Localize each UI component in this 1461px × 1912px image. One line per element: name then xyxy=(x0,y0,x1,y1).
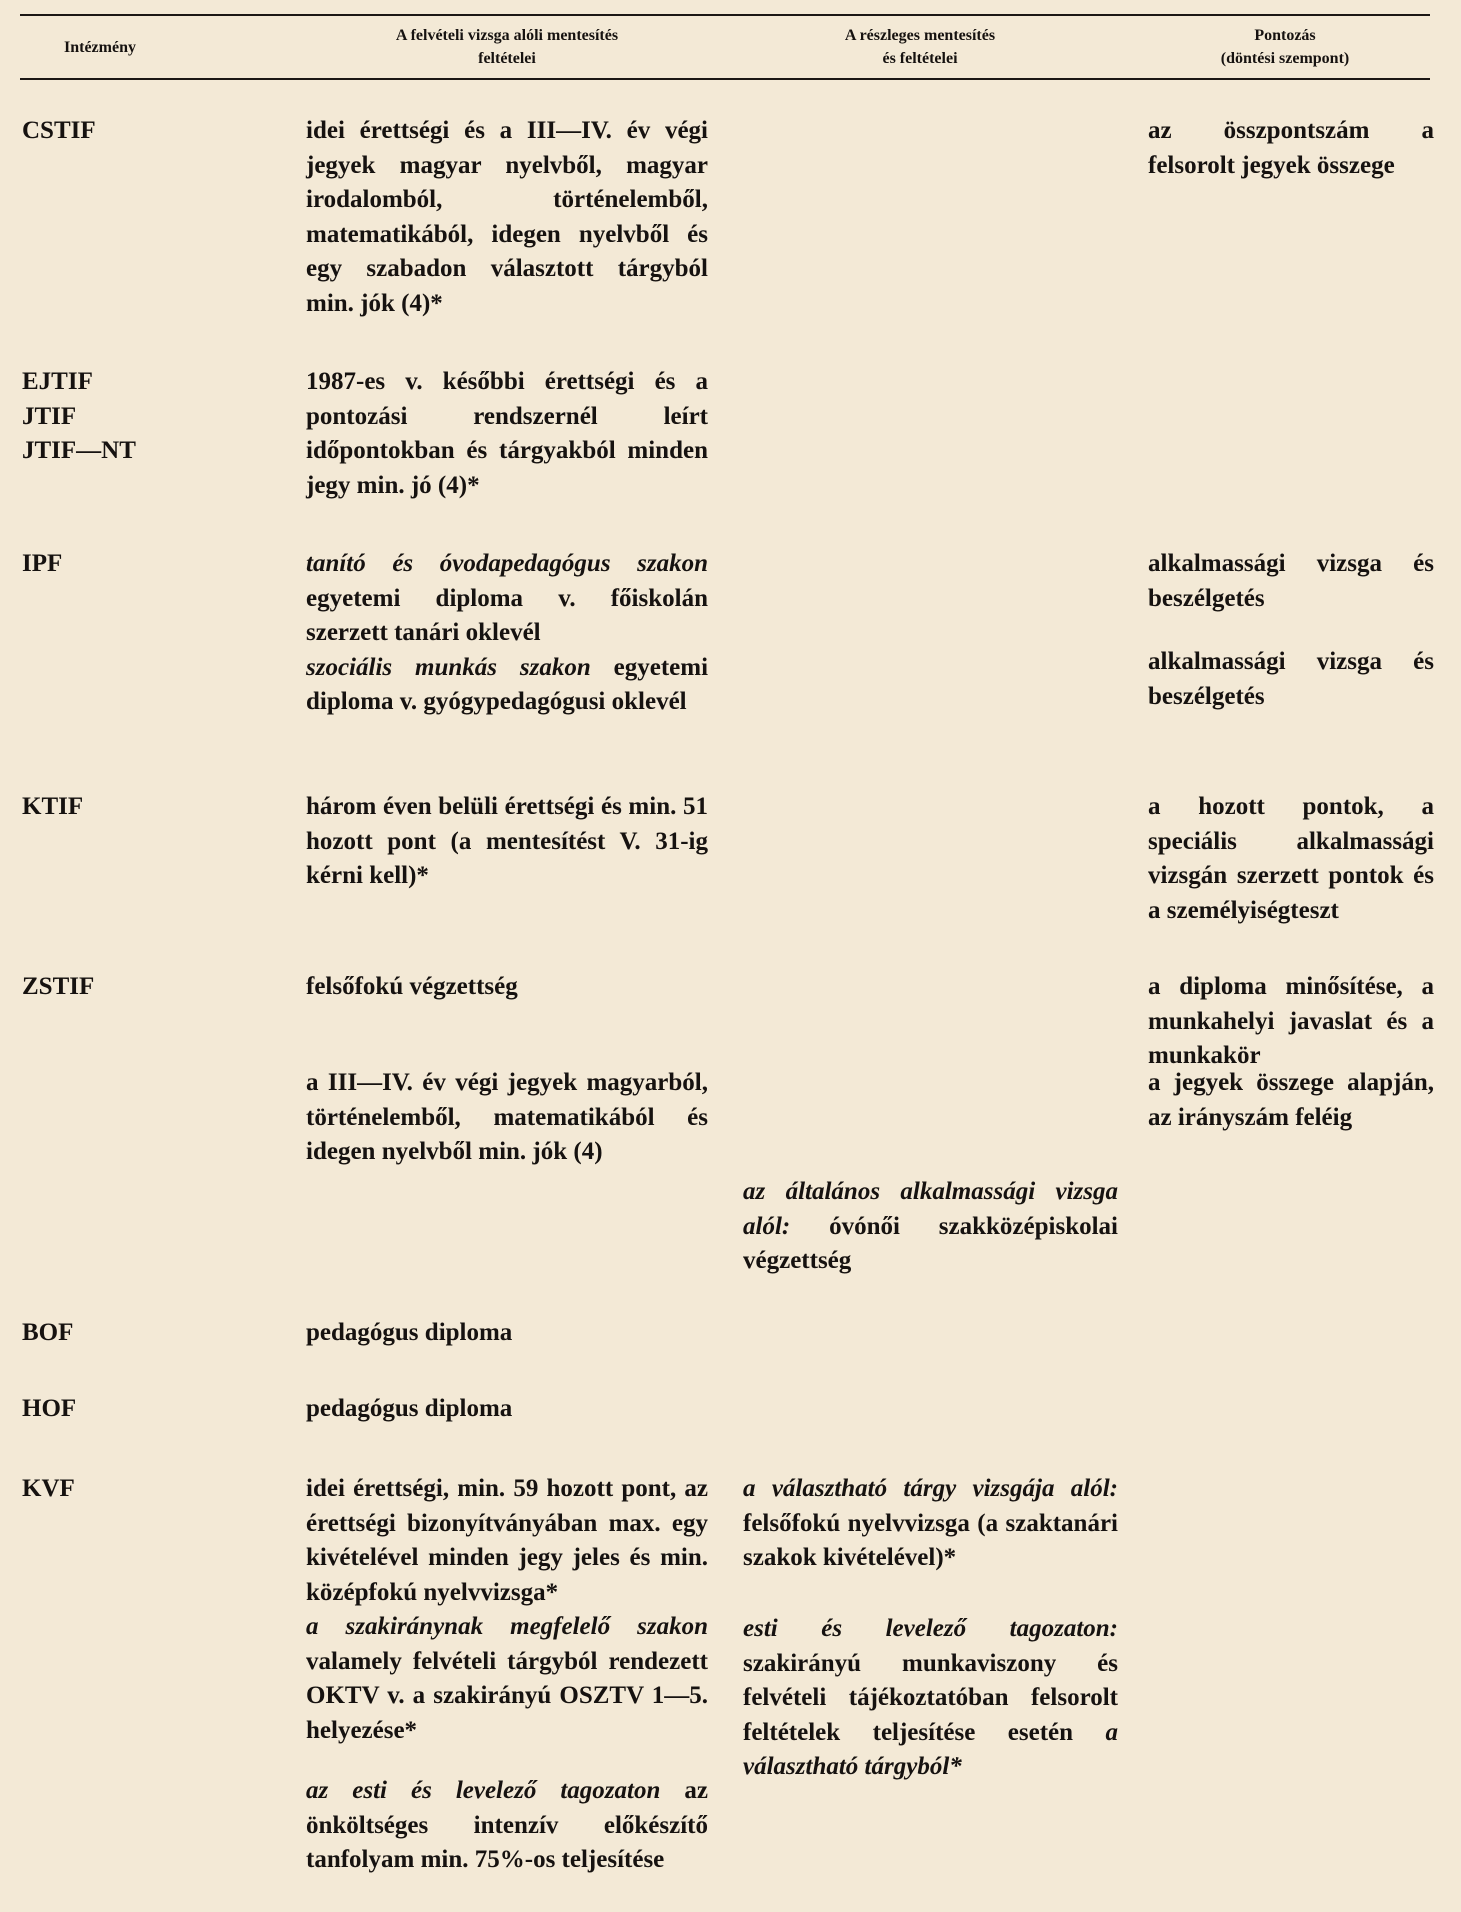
partial-kvf-1 xyxy=(743,1472,1118,1576)
institution-name: HOF xyxy=(22,1395,77,1422)
exemption-kvf-italic-2: a szakiránynak megfelelő szakon xyxy=(306,1613,708,1640)
header-institution xyxy=(20,36,180,59)
partial-zstif-italic: az általános alkalmassági vizsga alól: xyxy=(743,1178,1118,1240)
header-line: Pontozás xyxy=(1254,27,1316,44)
scoring-ipf-1: alkalmassági vizsga és beszélgetés xyxy=(1148,550,1434,612)
partial-kvf-text-2: szakirányú munkaviszony és felvételi tájékoztatóban felsorolt feltételek teljesítése esetén xyxy=(743,1649,1118,1746)
scoring-cstif: az összpontszám a felsorolt jegyek összege xyxy=(1148,117,1434,179)
exemption-kvf-italic-3: az esti és levelező tagozaton xyxy=(306,1777,661,1804)
institution-name: CSTIF xyxy=(22,117,96,144)
header-exemption xyxy=(306,24,708,70)
partial-kvf-italic-1: a választható tárgy vizsgája alól: xyxy=(743,1475,1118,1502)
header-partial xyxy=(760,24,1080,70)
header-line: feltételei xyxy=(478,50,536,67)
institution-kvf xyxy=(22,1472,272,1507)
exemption-kvf xyxy=(306,1472,708,1748)
exemption-hof: pedagógus diploma xyxy=(306,1395,513,1422)
scoring-ktif: a hozott pontok, a speciális alkalmassági vizsgán szerzett pontok és a személyiségteszt xyxy=(1148,793,1434,924)
institution-hof xyxy=(22,1392,272,1427)
partial-kvf-italic-2: esti és levelező tagozaton: xyxy=(743,1615,1118,1642)
exemption-kvf-text-1: idei érettségi, min. 59 hozott pont, az érettségi bizonyítványában max. egy kivételével minden jegy jeles és min. középfokú nyelvvizsga* xyxy=(306,1475,708,1606)
exemption-kvf-text-2: valamely felvételi tárgyból rendezett OKTV v. a szakirányú OSZTV 1—5. helyezése* xyxy=(306,1647,708,1744)
header-line: A részleges mentesítés xyxy=(844,27,996,44)
scoring-zstif-2: a jegyek összege alapján, az irányszám feléig xyxy=(1148,1069,1434,1131)
institution-name: JTIF—NT xyxy=(22,437,136,464)
institution-bof xyxy=(22,1316,272,1351)
institution-name: JTIF xyxy=(22,402,77,430)
exemption-kvf-text-3: az önköltséges intenzív előkészítő tanfolyam min. 75%-os teljesítése xyxy=(306,1777,708,1873)
exemption-ktif: három éven belüli érettségi és min. 51 hozott pont (a mentesítést V. 31-ig kérni kell)* xyxy=(306,793,708,889)
exemption-bof: pedagógus diploma xyxy=(306,1319,513,1346)
institution-ktif xyxy=(22,790,272,825)
institution-ejtif xyxy=(22,365,272,469)
header-scoring xyxy=(1160,24,1410,70)
institution-name: EJTIF xyxy=(22,368,93,395)
scoring-ipf-2: alkalmassági vizsga és beszélgetés xyxy=(1148,648,1434,710)
institution-name: IPF xyxy=(22,550,63,577)
institution-name: KTIF xyxy=(22,793,84,820)
institution-name: BOF xyxy=(22,1319,74,1346)
header-line: A felvételi vizsga alóli mentesítés xyxy=(395,27,619,44)
institution-zstif xyxy=(22,970,272,1005)
partial-kvf-italic-3: a választható tárgyból* xyxy=(743,1718,1118,1780)
exemption-ipf-text-2: egyetemi diploma v. gyógypedagógusi oklevél xyxy=(306,653,709,715)
partial-kvf-2 xyxy=(743,1612,1118,1785)
exemption-cstif: idei érettségi és a III—IV. év végi jegyek magyar nyelvből, magyar irodalomból, történelemből, matematikából, idegen nyelvből és egy szabadon választott tárgyból min. jók (4)* xyxy=(306,117,708,317)
exemption-ipf-italic-1: tanító és óvodapedagógus szakon xyxy=(306,550,708,577)
exemption-ipf-text-1: egyetemi diploma v. főiskolán szerzett tanári oklevél xyxy=(306,584,708,646)
exemption-zstif-1: felsőfokú végzettség xyxy=(306,973,518,1000)
header-line: (döntési szempont) xyxy=(1220,50,1350,67)
header-line: Intézmény xyxy=(64,39,136,56)
exemption-kvf-3 xyxy=(306,1774,708,1878)
top-rule xyxy=(20,14,1430,16)
partial-zstif xyxy=(743,1175,1118,1279)
institution-name: ZSTIF xyxy=(22,973,95,1000)
institution-cstif xyxy=(22,114,272,149)
exemption-zstif-2: a III—IV. év végi jegyek magyarból, történelemből, matematikából és idegen nyelvből min. jók (4) xyxy=(306,1069,708,1165)
institution-ipf xyxy=(22,547,272,582)
exemption-ipf-italic-2: szociális munkás szakon xyxy=(306,653,591,681)
exemption-ejtif: 1987-es v. későbbi érettségi és a pontozási rendszernél leírt időpontokban és tárgyakból minden jegy min. jó (4)* xyxy=(306,368,708,499)
partial-kvf-text-1: felsőfokú nyelvvizsga (a szaktanári szakok kivételével)* xyxy=(743,1509,1118,1571)
exemption-ipf xyxy=(306,547,708,720)
header-rule xyxy=(20,78,1430,80)
header-line: és feltételei xyxy=(882,50,958,67)
institution-name: KVF xyxy=(22,1475,75,1502)
scoring-zstif-1: a diploma minősítése, a munkahelyi javaslat és a munkakör xyxy=(1148,973,1434,1069)
partial-zstif-text: óvónői szakközépiskolai végzettség xyxy=(743,1212,1118,1274)
